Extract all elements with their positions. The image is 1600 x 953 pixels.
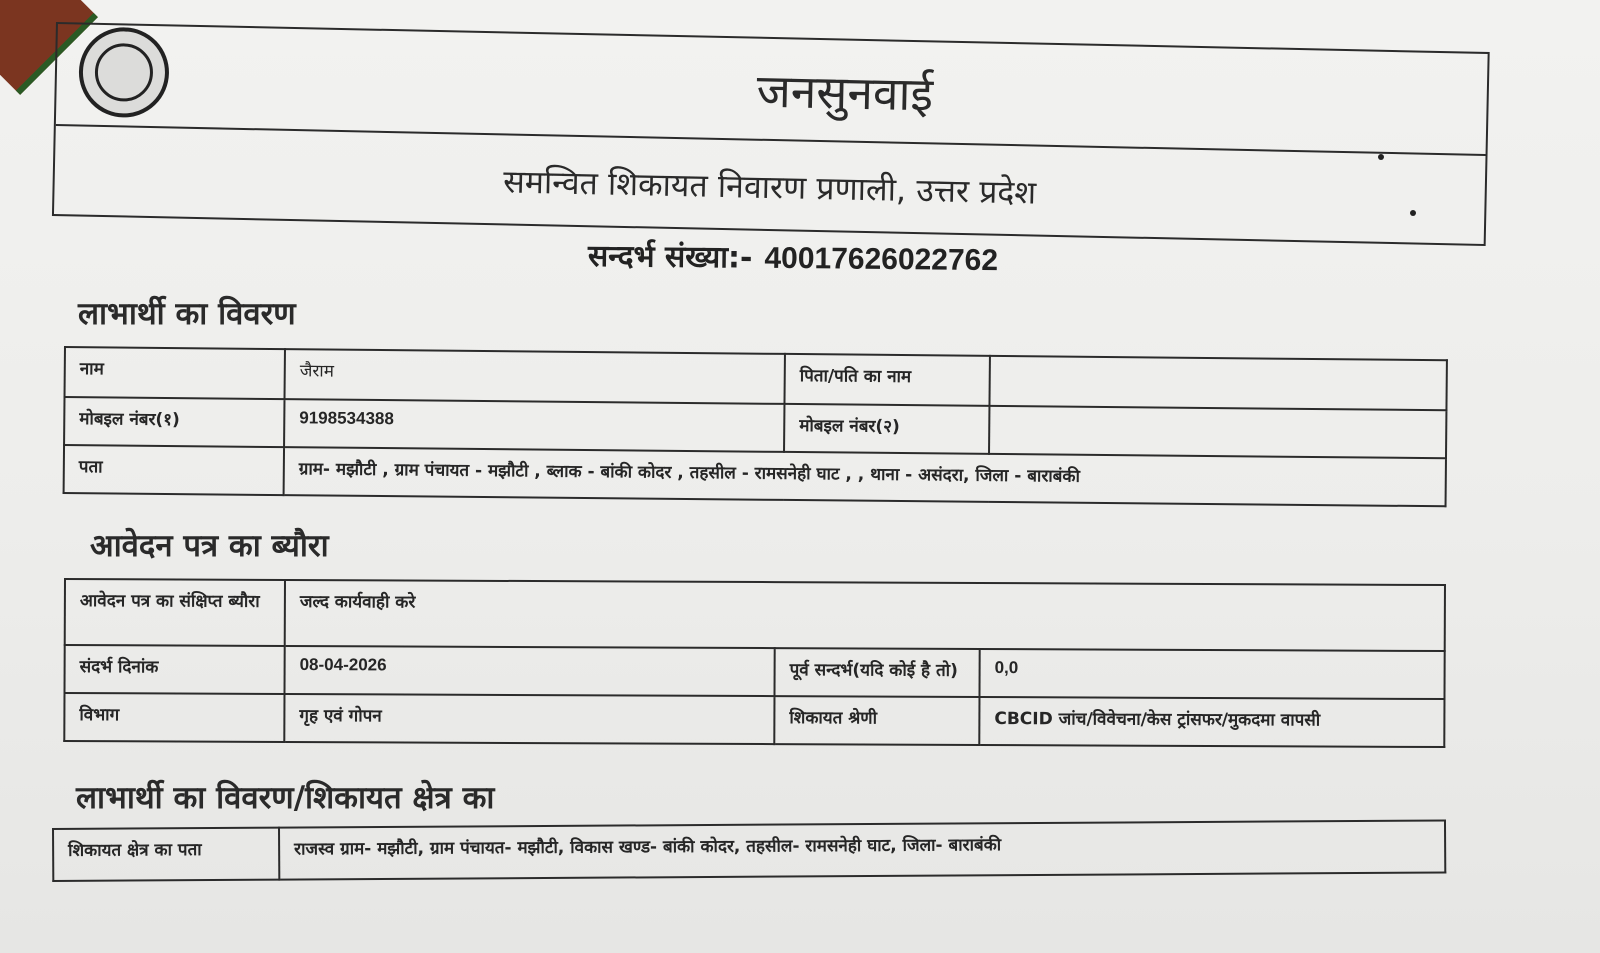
mobile2-value: [989, 406, 1446, 458]
paper-speck: [1378, 154, 1384, 160]
complaint-category-value: CBCID जांच/विवेचना/केस ट्रांसफर/मुकदमा वापसी: [979, 697, 1444, 747]
page-title: जनसुनवाई: [756, 63, 934, 122]
previous-reference-value: 0,0: [979, 649, 1444, 699]
application-table: [63, 578, 1446, 748]
mobile2-label: मोबइल नंबर(२): [784, 404, 989, 454]
paper-speck: [1410, 210, 1416, 216]
father-name-label: पिता/पति का नाम: [784, 354, 989, 406]
table-row: [64, 693, 1444, 747]
reference-date-label: संदर्भ दिनांक: [64, 645, 284, 694]
reference-label: सन्दर्भ संख्या:-: [587, 238, 753, 276]
up-government-seal-icon: [78, 27, 170, 119]
complaint-area-address-value: राजस्व ग्राम- मझौटी, ग्राम पंचायत- मझौटी, विकास खण्ड- बांकी कोदर, तहसील- रामसनेही घाट, जिला- बाराबंकी: [279, 820, 1445, 879]
address-value: ग्राम- मझौटी , ग्राम पंचायत - मझौटी , ब्लाक - बांकी कोदर , तहसील - रामसनेही घाट , , थाना - असंदरा, जिला - बाराबंकी: [284, 447, 1446, 506]
application-section-title: आवेदन पत्र का ब्यौरा: [90, 528, 329, 564]
mobile1-value: 9198534388: [284, 399, 784, 452]
department-label: विभाग: [64, 693, 284, 742]
complaint-area-section-title: लाभार्थी का विवरण/शिकायत क्षेत्र का: [76, 780, 495, 816]
beneficiary-section-title: लाभार्थी का विवरण: [78, 296, 296, 332]
name-value: जैराम: [285, 349, 785, 404]
reference-number: 40017626022762: [764, 241, 999, 278]
header-box: [52, 22, 1490, 246]
complaint-area-table: [52, 819, 1446, 882]
seal-inner-ring: [94, 43, 153, 102]
previous-reference-label: पूर्व सन्दर्भ(यदि कोई है तो): [774, 648, 979, 697]
summary-label: आवेदन पत्र का संक्षिप्त ब्यौरा: [65, 579, 285, 646]
address-label: पता: [64, 445, 284, 495]
father-name-value: [989, 356, 1446, 410]
table-row: [65, 579, 1445, 651]
complaint-category-label: शिकायत श्रेणी: [774, 696, 979, 745]
beneficiary-table: [63, 346, 1448, 507]
mobile1-label: मोबइल नंबर(१): [64, 397, 284, 447]
reference-number-line: [588, 234, 998, 279]
summary-value: जल्द कार्यवाही करे: [285, 580, 1445, 651]
reference-date-value: 08-04-2026: [284, 646, 774, 696]
table-row: [64, 645, 1444, 699]
complaint-area-address-label: शिकायत क्षेत्र का पता: [53, 828, 279, 881]
table-row: [53, 820, 1445, 881]
page-subtitle: समन्वित शिकायत निवारण प्रणाली, उत्तर प्रदेश: [502, 162, 1037, 212]
department-value: गृह एवं गोपन: [284, 694, 774, 744]
name-label: नाम: [65, 347, 285, 399]
